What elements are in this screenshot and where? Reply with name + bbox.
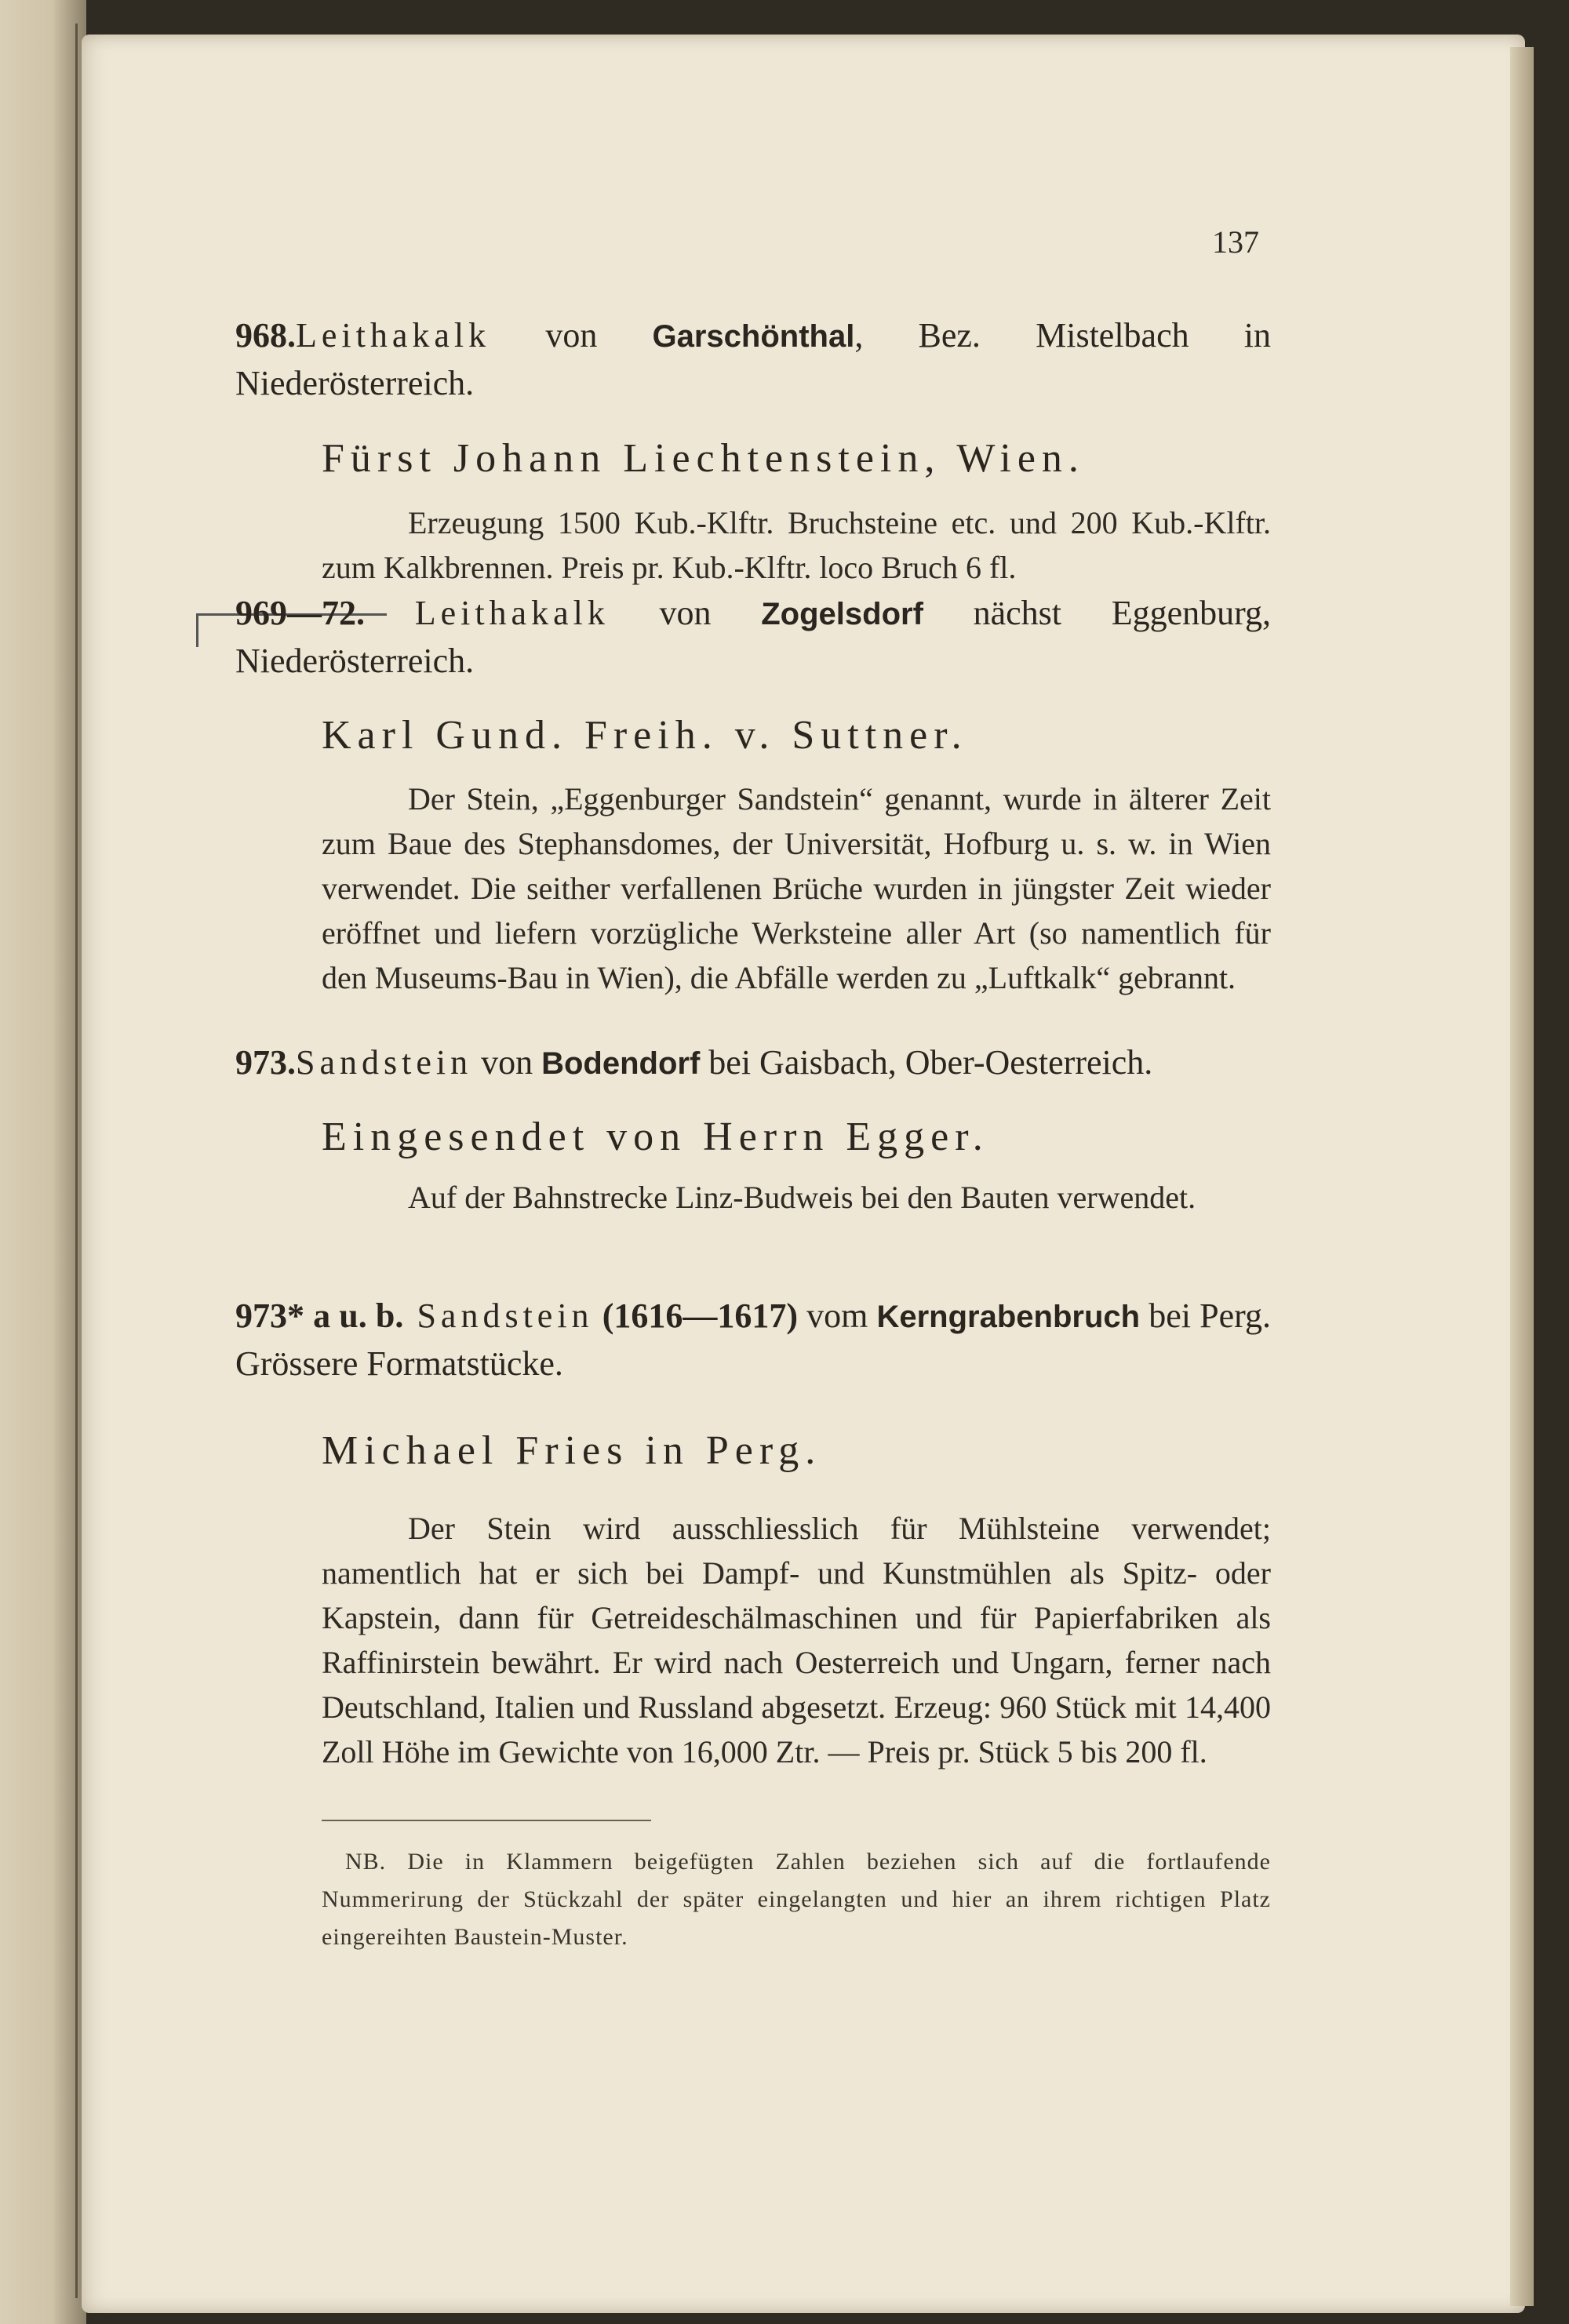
- entry-number: 973.: [235, 1043, 296, 1082]
- footnote: NB. Die in Klammern beigefügten Zahlen beziehen sich auf die fortlaufende Nummerirung der Stückzahl der später eingelangten und hier an ihrem richtigen Platz eingereihten Baustein-Muster.: [322, 1849, 1271, 1950]
- entry-material: Sandstein: [296, 1043, 473, 1082]
- entry-material: Sandstein: [403, 1297, 594, 1335]
- entry-969-72: [235, 590, 1271, 685]
- entry-973: [235, 1039, 1271, 1087]
- entry-paren-numbers: (1616—1617): [593, 1297, 798, 1335]
- entry-material: Leithakalk: [296, 316, 491, 355]
- entry-text: von: [609, 594, 762, 632]
- page-number: 137: [1212, 224, 1259, 260]
- exhibitor-heading: Eingesendet von Herrn Egger.: [322, 1115, 989, 1159]
- entry-text: von: [472, 1043, 542, 1082]
- exhibitor-heading: Fürst Johann Liechtenstein, Wien.: [322, 436, 1085, 481]
- exhibitor-note: Auf der Bahnstrecke Linz-Budweis bei den Bauten verwendet.: [408, 1180, 1196, 1215]
- entry-number: 968.: [235, 316, 296, 355]
- entry-text: bei Gaisbach, Ober-Oesterreich.: [700, 1043, 1153, 1082]
- entry-place: Garschönthal: [652, 319, 855, 354]
- exhibitor-note: Der Stein, „Eggenburger Sandstein“ genannt, wurde in älterer Zeit zum Baue des Stephansdomes, der Universität, Hofburg u. s. w. in Wien verwendet. Die seither verfallenen Brüche wurden in jüngster Zeit wieder eröffnet und liefern vorzügliche Werksteine aller Art (so namentlich für den Museums-Bau in Wien), die Abfälle werden zu „Luftkalk“ gebrannt.: [322, 781, 1271, 995]
- exhibitor-note: Der Stein wird ausschliesslich für Mühlsteine verwendet; namentlich hat er sich bei Dampf- und Kunstmühlen als Spitz- oder Kapstein, dann für Getreideschälmaschinen und für Papierfabriken als Raffinirstein bewährt. Er wird nach Oesterreich und Ungarn, ferner nach Deutschland, Italien und Russland abgesetzt. Erzeug: 960 Stück mit 14,400 Zoll Höhe im Gewichte von 16,000 Ztr. — Preis pr. Stück 5 bis 200 fl.: [322, 1511, 1271, 1769]
- entry-number: 973*: [235, 1297, 304, 1335]
- entry-text: vom: [798, 1297, 877, 1335]
- entry-material: Leithakalk: [414, 594, 610, 632]
- exhibitor-note: Erzeugung 1500 Kub.-Klftr. Bruchsteine etc. und 200 Kub.-Klftr. zum Kalkbrennen. Preis pr. Kub.-Klftr. loco Bruch 6 fl.: [322, 505, 1271, 585]
- footnote-rule: [322, 1820, 651, 1821]
- entry-number: 969—72.: [235, 594, 365, 632]
- entry-subletters: a u. b.: [304, 1297, 404, 1335]
- entry-968: [235, 312, 1271, 407]
- entry-text: , Bez. Mistelbach in Niederösterreich.: [235, 316, 1272, 402]
- entry-text: nächst Eggenburg, Niederösterreich.: [235, 594, 1271, 680]
- entry-place: Kerngrabenbruch: [876, 1300, 1141, 1334]
- entry-973-star: [235, 1293, 1271, 1387]
- entry-place: Zogelsdorf: [761, 597, 923, 631]
- page-fore-edge: [1510, 47, 1534, 2306]
- entry-place: Bodendorf: [541, 1046, 701, 1081]
- exhibitor-heading: Karl Gund. Freih. v. Suttner.: [322, 713, 968, 758]
- exhibitor-heading: Michael Fries in Perg.: [322, 1428, 822, 1473]
- entry-text: bei Perg. Grössere Formatstücke.: [235, 1297, 1271, 1383]
- entry-text: von: [490, 316, 653, 355]
- book-spine-edge: [0, 0, 86, 2324]
- spine-line: [75, 24, 78, 2298]
